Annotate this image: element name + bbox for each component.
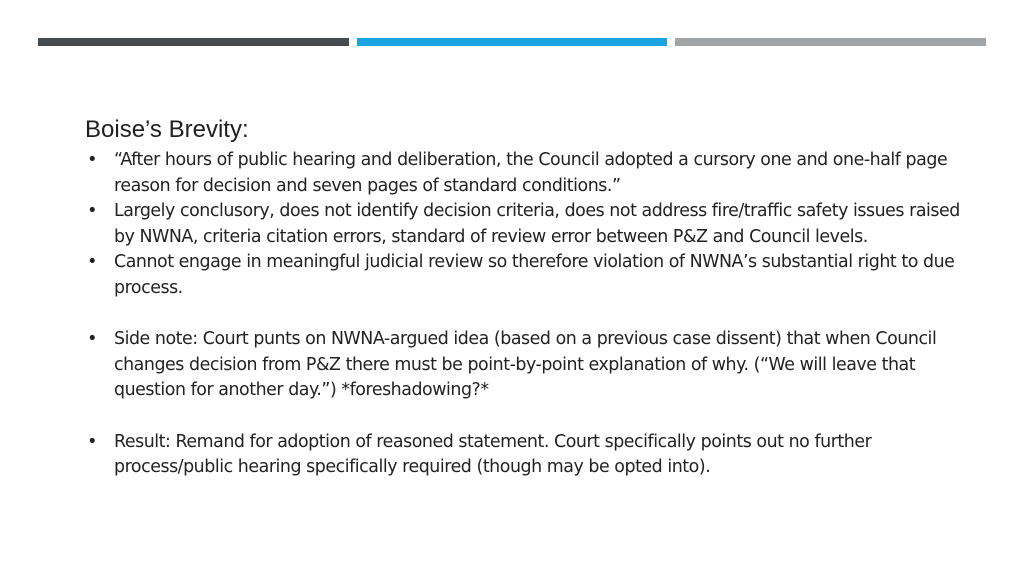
- bullet-item-3: [85, 250, 965, 301]
- bullet-text-5: Result: Remand for adoption of reasoned statement. Court specifically points out no further process/public hearing specifically required (though may be opted into).: [114, 431, 872, 477]
- slide-content: [85, 114, 965, 481]
- bullet-item-2: [85, 199, 965, 250]
- accent-bar-gray: [675, 38, 986, 46]
- bullet-text-3: Cannot engage in meaningful judicial review so therefore violation of NWNA’s substantial right to due process.: [114, 252, 955, 298]
- bullet-icon: •: [87, 329, 97, 349]
- bullet-icon: •: [87, 431, 97, 452]
- accent-bar-dark: [38, 38, 349, 46]
- bullet-list: [85, 148, 965, 481]
- bullet-icon: •: [87, 201, 97, 221]
- bullet-text-2: Largely conclusory, does not identify decision criteria, does not address fire/traffic safety issues raised by NWNA, criteria citation errors, standard of review error between P&Z and Council levels.: [114, 201, 960, 247]
- bullet-item-5: [85, 430, 965, 481]
- bullet-icon: •: [87, 252, 97, 272]
- bullet-item-1: [85, 148, 965, 199]
- bullet-icon: •: [87, 150, 97, 170]
- bullet-item-4: [85, 327, 965, 404]
- slide-heading: Boise’s Brevity:: [85, 116, 249, 143]
- bullet-text-4: Side note: Court punts on NWNA-argued idea (based on a previous case dissent) that when Council changes decision from P&Z there must be point-by-point explanation of why. (“We will leave that question for another day.”) *foreshadowing?*: [114, 329, 937, 400]
- bullet-text-1: “After hours of public hearing and deliberation, the Council adopted a cursory one and one-half page reason for decision and seven pages of standard conditions.”: [114, 150, 948, 196]
- accent-bar-blue: [357, 38, 668, 46]
- accent-bars: [38, 38, 986, 46]
